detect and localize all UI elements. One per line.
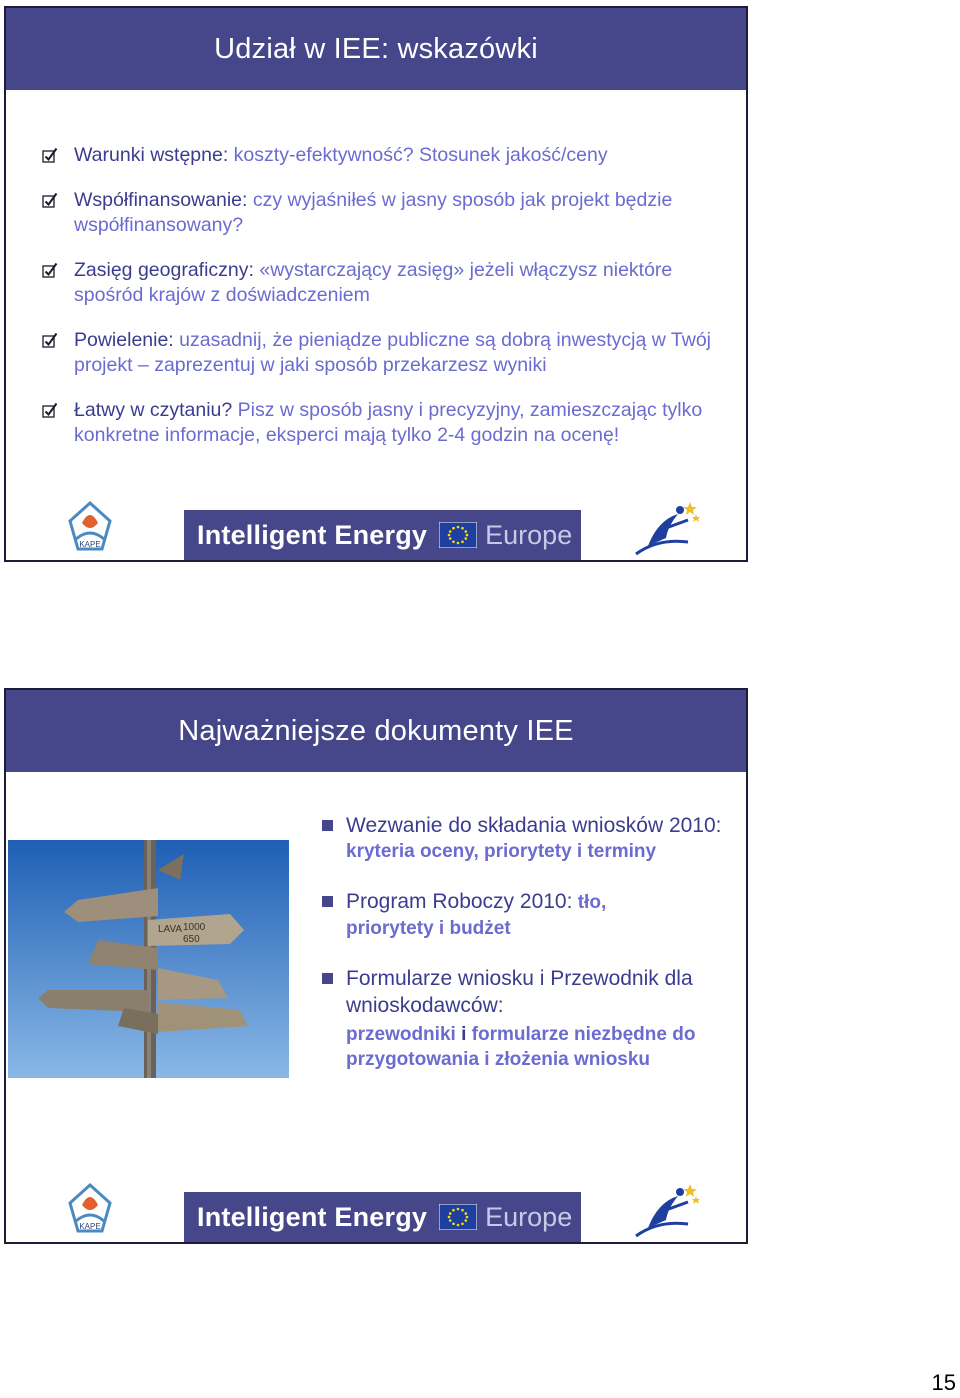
square-bullet-icon [322,896,333,907]
logo-bar [6,502,746,560]
doc-title: Wezwanie do składania wniosków 2010: [346,814,722,837]
skier-logo-icon [628,498,702,558]
slide-documents [4,688,748,1244]
list-item [42,398,732,448]
checkbox-checked-icon [42,402,58,418]
svg-text:LAVA: LAVA [158,924,183,935]
list-item [322,812,732,864]
doc-description-rest: formularze niezbędne do przygotowania i złożenia wniosku [346,1024,696,1070]
list-item [42,328,732,378]
documents-list [322,812,732,1072]
title-bar [6,8,746,90]
title-bar [6,690,746,772]
tip-text: czy wyjaśniłeś w jasny sposób jak projekt będzie współfinansowany? [74,189,673,236]
doc-title: Formularze wniosku i Przewodnik dla wnioskodawców: [346,967,693,1017]
tip-lead: Powielenie: [74,329,174,351]
tip-lead: Warunki wstępne: [74,144,229,166]
square-bullet-icon [322,820,333,831]
list-item [42,143,732,168]
skier-logo-icon [628,1180,702,1240]
doc-highlight: tło, [572,892,607,913]
doc-description: przewodniki [346,1024,456,1045]
tip-lead: Współfinansowanie: [74,189,248,211]
tip-text: «wystarczający zasięg» jeżeli włączysz niektóre spośród krajów z doświadczeniem [74,259,673,306]
list-item [322,965,732,1072]
doc-description: kryteria oceny, priorytety i terminy [346,841,657,862]
banner-europe: Europe [485,519,573,550]
svg-text:KAPE: KAPE [79,1222,101,1231]
kape-logo-icon [62,499,118,559]
tip-text: koszty-efektywność? Stosunek jakość/ceny [228,144,608,166]
banner-europe: Europe [485,1201,573,1232]
page-number: 15 [931,1370,956,1395]
tips-list [42,143,732,448]
tip-text: Pisz w sposób jasny i precyzyjny, zamieszczając tylko konkretne informacje, eksperci mają tylko 2-4 godzin na ocenę! [74,399,703,446]
logo-bar [6,1184,746,1242]
signpost-photo [8,840,289,1078]
kape-logo-icon [62,1181,118,1241]
slide-title: Najważniejsze dokumenty IEE [178,714,574,747]
checkbox-checked-icon [42,192,58,208]
checkbox-checked-icon [42,332,58,348]
doc-description: priorytety i budżet [346,918,511,939]
eu-flag-icon [439,522,477,548]
square-bullet-icon [322,973,333,984]
checkbox-checked-icon [42,147,58,163]
list-item [42,188,732,238]
list-item [322,888,732,941]
tip-lead: Łatwy w czytaniu? [74,399,233,421]
eu-flag-icon [439,1204,477,1230]
banner-text: Intelligent Energy [197,519,428,550]
banner-text: Intelligent Energy [197,1201,428,1232]
intelligent-energy-banner [184,1192,581,1242]
tip-text: uzasadnij, że pieniądze publiczne są dobrą inwestycją w Twój projekt – zaprezentuj w jaki sposób przekarzesz wyniki [74,329,712,376]
slide-title: Udział w IEE: wskazówki [214,32,538,65]
svg-text:650: 650 [183,934,200,945]
tip-lead: Zasięg geograficzny: [74,259,254,281]
doc-title: Program Roboczy 2010: [346,890,573,913]
intelligent-energy-banner [184,510,581,560]
doc-connector: i [455,1024,472,1045]
svg-text:KAPE: KAPE [79,540,101,549]
list-item [42,258,732,308]
svg-text:1000: 1000 [183,922,206,933]
slide-tips [4,6,748,562]
checkbox-checked-icon [42,262,58,278]
